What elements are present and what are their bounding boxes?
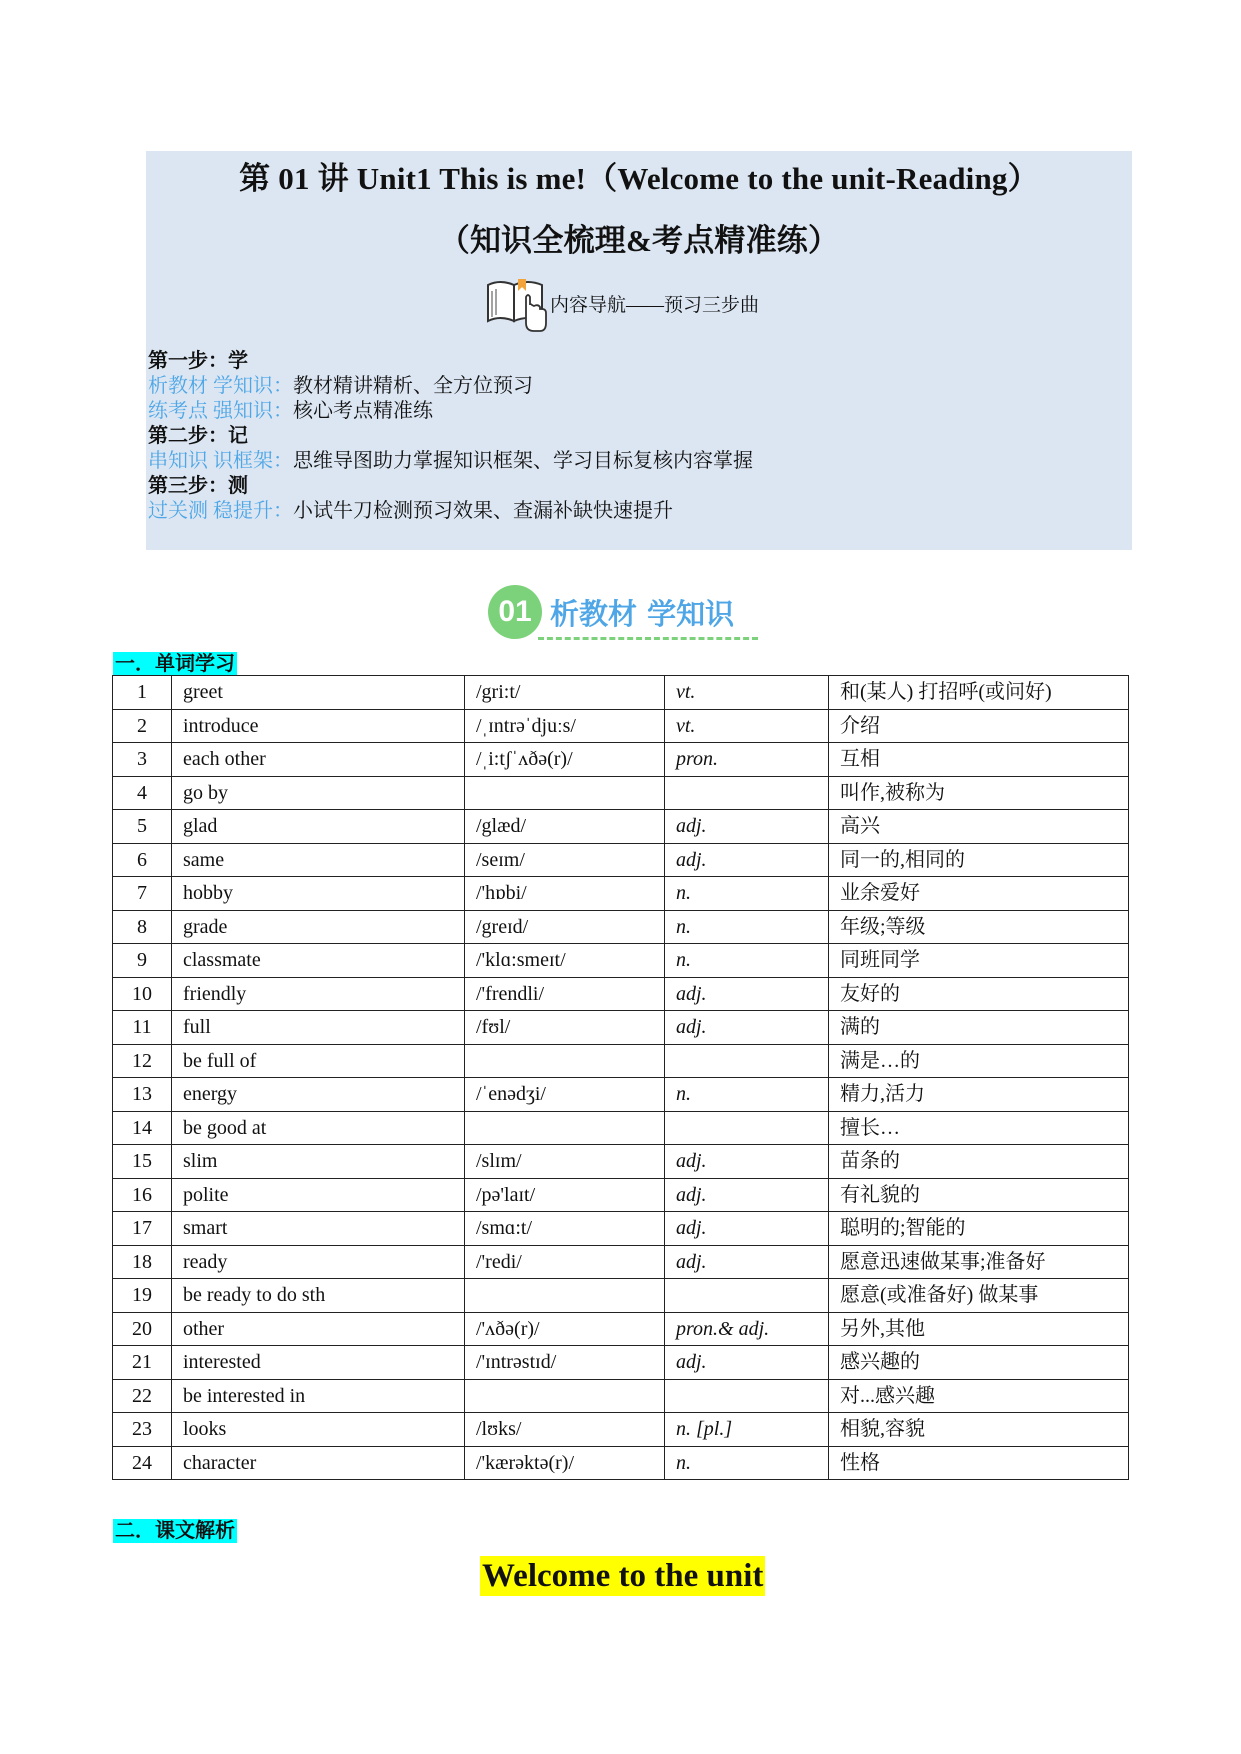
vocab-num: 24 xyxy=(113,1446,172,1480)
step2-title: 第二步：记 xyxy=(148,425,248,447)
vocab-word: grade xyxy=(172,910,465,944)
vocab-pos: adj. xyxy=(665,1212,829,1246)
vocab-num: 19 xyxy=(113,1279,172,1313)
vocab-pos xyxy=(665,1111,829,1145)
vocab-phonetic: /'kærəktə(r)/ xyxy=(465,1446,665,1480)
vocab-meaning: 愿意(或准备好) 做某事 xyxy=(829,1279,1129,1313)
vocab-meaning: 有礼貌的 xyxy=(829,1178,1129,1212)
vocab-pos xyxy=(665,1279,829,1313)
table-row xyxy=(113,1111,1129,1145)
table-row xyxy=(113,1145,1129,1179)
vocab-meaning: 对...感兴趣 xyxy=(829,1379,1129,1413)
section-badge xyxy=(488,584,734,640)
badge-underline xyxy=(538,637,758,640)
vocab-pos: adj. xyxy=(665,1245,829,1279)
vocab-meaning: 性格 xyxy=(829,1446,1129,1480)
vocab-meaning: 高兴 xyxy=(829,810,1129,844)
vocab-word: greet xyxy=(172,676,465,710)
vocab-meaning: 聪明的;智能的 xyxy=(829,1212,1129,1246)
vocab-word: glad xyxy=(172,810,465,844)
vocab-phonetic: /ˈenədʒi/ xyxy=(465,1078,665,1112)
vocab-word: same xyxy=(172,843,465,877)
vocab-meaning: 介绍 xyxy=(829,709,1129,743)
book-pointer-icon xyxy=(484,271,548,335)
table-row xyxy=(113,1279,1129,1313)
vocab-num: 4 xyxy=(113,776,172,810)
vocab-meaning: 满的 xyxy=(829,1011,1129,1045)
table-row xyxy=(113,1044,1129,1078)
vocab-phonetic: /slɪm/ xyxy=(465,1145,665,1179)
table-row xyxy=(113,1312,1129,1346)
vocab-word: slim xyxy=(172,1145,465,1179)
vocab-phonetic: /greɪd/ xyxy=(465,910,665,944)
vocab-pos: adj. xyxy=(665,1011,829,1045)
vocab-meaning: 擅长… xyxy=(829,1111,1129,1145)
vocab-phonetic: /'ɪntrəstɪd/ xyxy=(465,1346,665,1380)
vocab-word: each other xyxy=(172,743,465,777)
vocab-num: 13 xyxy=(113,1078,172,1112)
vocab-word: be ready to do sth xyxy=(172,1279,465,1313)
vocab-word: interested xyxy=(172,1346,465,1380)
table-row xyxy=(113,1178,1129,1212)
step2-item1: 串知识 识框架：思维导图助力掌握知识框架、学习目标复核内容掌握 xyxy=(148,450,753,472)
vocab-num: 3 xyxy=(113,743,172,777)
vocab-phonetic: /fʊl/ xyxy=(465,1011,665,1045)
vocab-num: 18 xyxy=(113,1245,172,1279)
vocab-meaning: 愿意迅速做某事;准备好 xyxy=(829,1245,1129,1279)
vocab-num: 21 xyxy=(113,1346,172,1380)
vocab-num: 20 xyxy=(113,1312,172,1346)
vocab-phonetic: /glæd/ xyxy=(465,810,665,844)
vocab-meaning: 叫作,被称为 xyxy=(829,776,1129,810)
vocab-word: friendly xyxy=(172,977,465,1011)
vocab-pos xyxy=(665,776,829,810)
vocab-phonetic: /pə'laɪt/ xyxy=(465,1178,665,1212)
vocab-word: go by xyxy=(172,776,465,810)
vocab-word: smart xyxy=(172,1212,465,1246)
vocab-num: 12 xyxy=(113,1044,172,1078)
vocab-pos: n. xyxy=(665,1078,829,1112)
vocab-phonetic xyxy=(465,1044,665,1078)
vocab-num: 16 xyxy=(113,1178,172,1212)
vocab-meaning: 同一的,相同的 xyxy=(829,843,1129,877)
vocab-phonetic xyxy=(465,776,665,810)
table-row xyxy=(113,1078,1129,1112)
vocab-word: other xyxy=(172,1312,465,1346)
vocab-phonetic: /'frendli/ xyxy=(465,977,665,1011)
section1-label: 一．单词学习 xyxy=(115,653,235,675)
vocab-pos: n. xyxy=(665,910,829,944)
vocab-num: 7 xyxy=(113,877,172,911)
vocab-word: introduce xyxy=(172,709,465,743)
step3-item1: 过关测 稳提升：小试牛刀检测预习效果、查漏补缺快速提升 xyxy=(148,500,673,522)
vocab-pos: n. xyxy=(665,1446,829,1480)
vocab-phonetic: /'redi/ xyxy=(465,1245,665,1279)
table-row xyxy=(113,743,1129,777)
vocab-table xyxy=(112,675,1129,1480)
vocab-word: classmate xyxy=(172,944,465,978)
vocab-phonetic xyxy=(465,1111,665,1145)
vocab-phonetic: /ˌi:tʃˈʌðə(r)/ xyxy=(465,743,665,777)
vocab-num: 15 xyxy=(113,1145,172,1179)
table-row xyxy=(113,1446,1129,1480)
vocab-num: 2 xyxy=(113,709,172,743)
vocab-word: polite xyxy=(172,1178,465,1212)
vocab-pos xyxy=(665,1044,829,1078)
table-row xyxy=(113,810,1129,844)
step1-title: 第一步：学 xyxy=(148,350,248,372)
vocab-pos: vt. xyxy=(665,709,829,743)
table-row xyxy=(113,1413,1129,1447)
vocab-table-body xyxy=(113,676,1129,1480)
table-row xyxy=(113,776,1129,810)
step1-item1: 析教材 学知识：教材精讲精析、全方位预习 xyxy=(148,375,533,397)
header-box xyxy=(146,151,1132,550)
vocab-word: character xyxy=(172,1446,465,1480)
vocab-phonetic: /gri:t/ xyxy=(465,676,665,710)
nav-label: 内容导航——预习三步曲 xyxy=(550,294,760,316)
vocab-word: be full of xyxy=(172,1044,465,1078)
page-title: 第 01 讲 Unit1 This is me!（Welcome to the unit-Reading） xyxy=(239,161,1039,196)
vocab-pos: pron. xyxy=(665,743,829,777)
vocab-phonetic xyxy=(465,1379,665,1413)
table-row xyxy=(113,709,1129,743)
vocab-word: be interested in xyxy=(172,1379,465,1413)
vocab-pos: n. xyxy=(665,944,829,978)
vocab-meaning: 年级;等级 xyxy=(829,910,1129,944)
vocab-word: ready xyxy=(172,1245,465,1279)
vocab-num: 6 xyxy=(113,843,172,877)
vocab-meaning: 感兴趣的 xyxy=(829,1346,1129,1380)
content-nav xyxy=(484,271,759,335)
table-row xyxy=(113,944,1129,978)
vocab-num: 22 xyxy=(113,1379,172,1413)
vocab-word: looks xyxy=(172,1413,465,1447)
table-row xyxy=(113,1379,1129,1413)
vocab-pos xyxy=(665,1379,829,1413)
vocab-pos: n. [pl.] xyxy=(665,1413,829,1447)
vocab-pos: adj. xyxy=(665,1346,829,1380)
step1-item2: 练考点 强知识：核心考点精准练 xyxy=(148,400,433,422)
vocab-word: be good at xyxy=(172,1111,465,1145)
badge-number: 01 xyxy=(488,585,542,639)
section2-label: 二．课文解析 xyxy=(115,1520,235,1542)
table-row xyxy=(113,676,1129,710)
vocab-meaning: 苗条的 xyxy=(829,1145,1129,1179)
vocab-num: 11 xyxy=(113,1011,172,1045)
table-row xyxy=(113,1212,1129,1246)
vocab-phonetic: /'ʌðə(r)/ xyxy=(465,1312,665,1346)
vocab-pos: adj. xyxy=(665,1145,829,1179)
steps-list xyxy=(148,349,753,524)
vocab-phonetic: /seɪm/ xyxy=(465,843,665,877)
vocab-pos: adj. xyxy=(665,1178,829,1212)
vocab-num: 1 xyxy=(113,676,172,710)
table-row xyxy=(113,910,1129,944)
table-row xyxy=(113,1346,1129,1380)
vocab-meaning: 互相 xyxy=(829,743,1129,777)
vocab-phonetic xyxy=(465,1279,665,1313)
badge-text: 析教材 学知识 xyxy=(550,596,735,631)
vocab-num: 10 xyxy=(113,977,172,1011)
vocab-meaning: 同班同学 xyxy=(829,944,1129,978)
table-row xyxy=(113,843,1129,877)
vocab-phonetic: /smɑ:t/ xyxy=(465,1212,665,1246)
vocab-word: full xyxy=(172,1011,465,1045)
vocab-pos: vt. xyxy=(665,676,829,710)
vocab-pos: adj. xyxy=(665,977,829,1011)
vocab-meaning: 相貌,容貌 xyxy=(829,1413,1129,1447)
vocab-num: 9 xyxy=(113,944,172,978)
page-subtitle: （知识全梳理&考点精准练） xyxy=(438,223,840,258)
vocab-num: 23 xyxy=(113,1413,172,1447)
vocab-meaning: 和(某人) 打招呼(或问好) xyxy=(829,676,1129,710)
vocab-pos: adj. xyxy=(665,843,829,877)
welcome-heading: Welcome to the unit xyxy=(482,1558,764,1594)
vocab-phonetic: /'klɑ:smeɪt/ xyxy=(465,944,665,978)
vocab-word: energy xyxy=(172,1078,465,1112)
vocab-pos: n. xyxy=(665,877,829,911)
vocab-num: 14 xyxy=(113,1111,172,1145)
vocab-num: 8 xyxy=(113,910,172,944)
table-row xyxy=(113,977,1129,1011)
vocab-meaning: 友好的 xyxy=(829,977,1129,1011)
vocab-phonetic: /'hɒbi/ xyxy=(465,877,665,911)
step3-title: 第三步：测 xyxy=(148,475,248,497)
table-row xyxy=(113,1245,1129,1279)
vocab-pos: pron.& adj. xyxy=(665,1312,829,1346)
vocab-phonetic: /ˌɪntrəˈdjuːs/ xyxy=(465,709,665,743)
vocab-num: 5 xyxy=(113,810,172,844)
table-row xyxy=(113,1011,1129,1045)
vocab-pos: adj. xyxy=(665,810,829,844)
vocab-meaning: 精力,活力 xyxy=(829,1078,1129,1112)
vocab-phonetic: /lʊks/ xyxy=(465,1413,665,1447)
table-row xyxy=(113,877,1129,911)
vocab-meaning: 另外,其他 xyxy=(829,1312,1129,1346)
vocab-word: hobby xyxy=(172,877,465,911)
vocab-meaning: 业余爱好 xyxy=(829,877,1129,911)
vocab-num: 17 xyxy=(113,1212,172,1246)
vocab-meaning: 满是…的 xyxy=(829,1044,1129,1078)
